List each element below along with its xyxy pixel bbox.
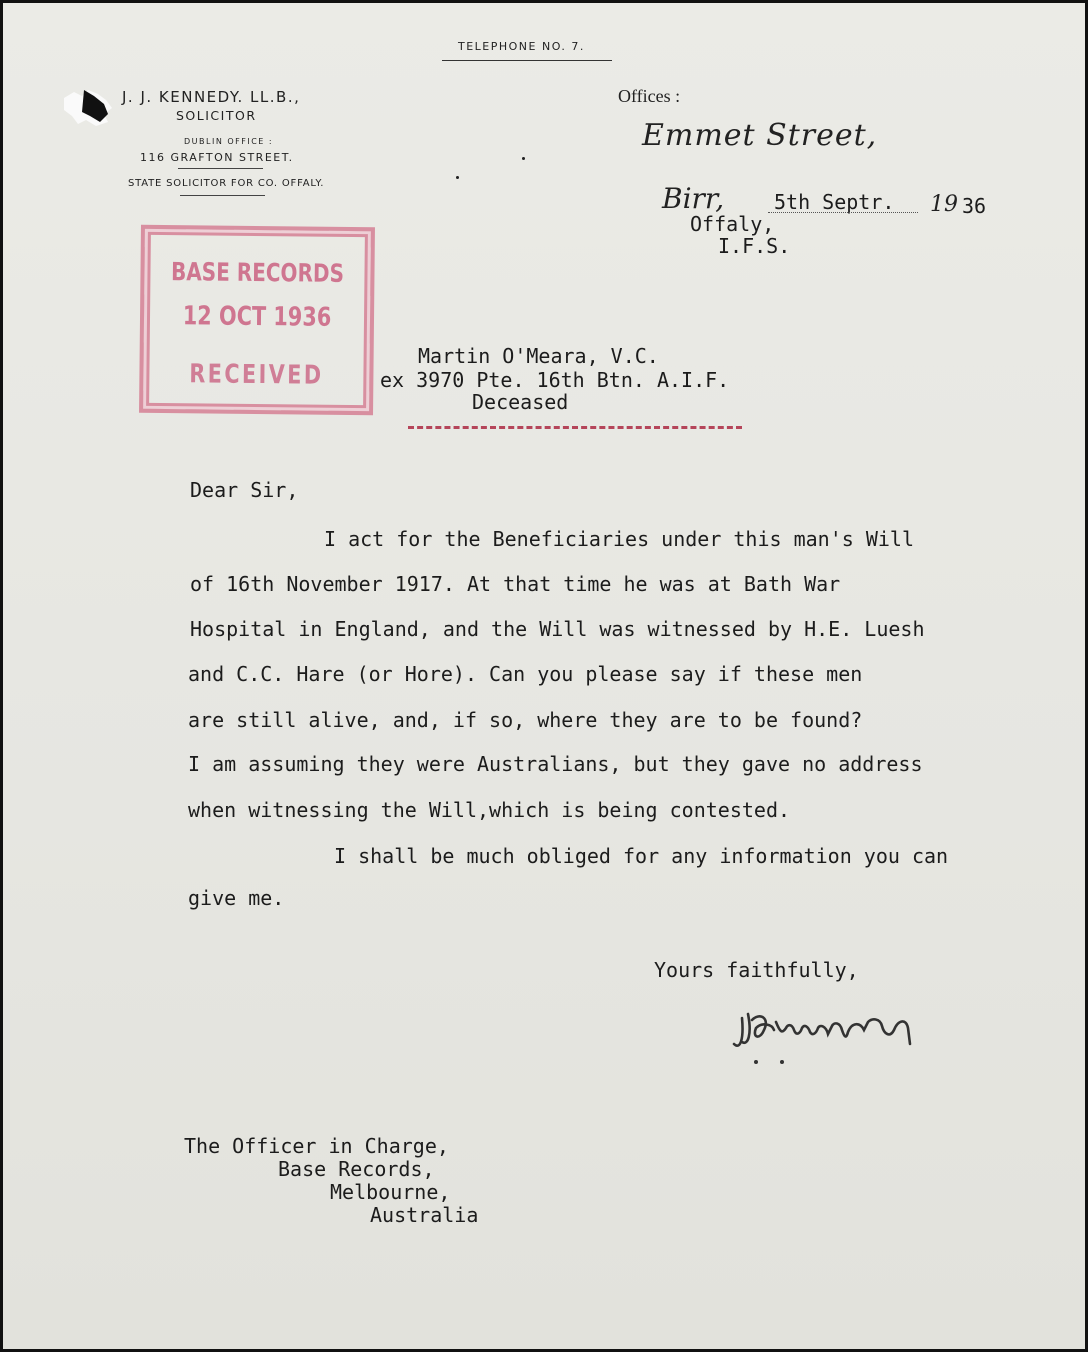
torn-corner-mark — [60, 86, 116, 132]
salutation: Dear Sir, — [190, 478, 299, 502]
solicitor-name: J. J. KENNEDY. LL.B., — [122, 88, 301, 106]
body-line: when witnessing the Will,which is being contested. — [188, 798, 791, 822]
dublin-address: 116 GRAFTON STREET. — [140, 151, 294, 164]
sender-county: Offaly, — [690, 212, 775, 236]
solicitor-title: SOLICITOR — [176, 108, 257, 123]
body-line: I act for the Beneficiaries under this man's Will — [324, 527, 915, 551]
date-century: 19 — [930, 192, 958, 217]
telephone-number: TELEPHONE NO. 7. — [458, 40, 585, 53]
offices-label: Offices : — [618, 86, 681, 106]
received-stamp — [139, 225, 375, 415]
subject-underline — [408, 426, 742, 429]
body-line: and C.C. Hare (or Hore). Can you please say if these men — [188, 662, 863, 686]
body-line: give me. — [188, 886, 285, 910]
body-line: I shall be much obliged for any information you can — [334, 844, 949, 868]
state-solicitor-line: STATE SOLICITOR FOR CO. OFFALY. — [128, 178, 325, 189]
stamp-received: RECEIVED — [189, 359, 324, 391]
office-town: Birr, — [662, 182, 725, 215]
paper-speck — [456, 176, 459, 179]
recipient-line-2: Base Records, — [278, 1157, 435, 1181]
body-line: I am assuming they were Australians, but they gave no address — [188, 752, 923, 776]
date-day-month: 5th Septr. — [774, 190, 895, 214]
date-year: 36 — [962, 194, 987, 218]
body-line: Hospital in England, and the Will was witnessed by H.E. Luesh — [190, 617, 925, 641]
subject-line-2: ex 3970 Pte. 16th Btn. A.I.F. — [380, 368, 730, 392]
subject-line-1: Martin O'Meara, V.C. — [418, 344, 659, 368]
stamp-date: 12 OCT 1936 — [182, 301, 332, 333]
divider — [178, 168, 263, 169]
recipient-line-4: Australia — [370, 1203, 479, 1227]
date-underline — [768, 212, 918, 213]
stamp-line-1: BASE RECORDS — [170, 257, 345, 288]
sender-state: I.F.S. — [718, 234, 791, 258]
subject-line-3: Deceased — [472, 390, 569, 414]
dublin-office-label: DUBLIN OFFICE : — [184, 137, 274, 146]
body-line: of 16th November 1917. At that time he was at Bath War — [190, 572, 841, 596]
divider — [180, 195, 265, 196]
recipient-line-1: The Officer in Charge, — [184, 1134, 449, 1158]
body-line: are still alive, and, if so, where they are to be found? — [188, 708, 863, 732]
paper-speck — [522, 157, 525, 160]
signature — [730, 1000, 920, 1072]
recipient-line-3: Melbourne, — [330, 1180, 451, 1204]
office-street: Emmet Street, — [642, 118, 878, 153]
closing: Yours faithfully, — [654, 958, 859, 982]
divider — [442, 60, 612, 61]
